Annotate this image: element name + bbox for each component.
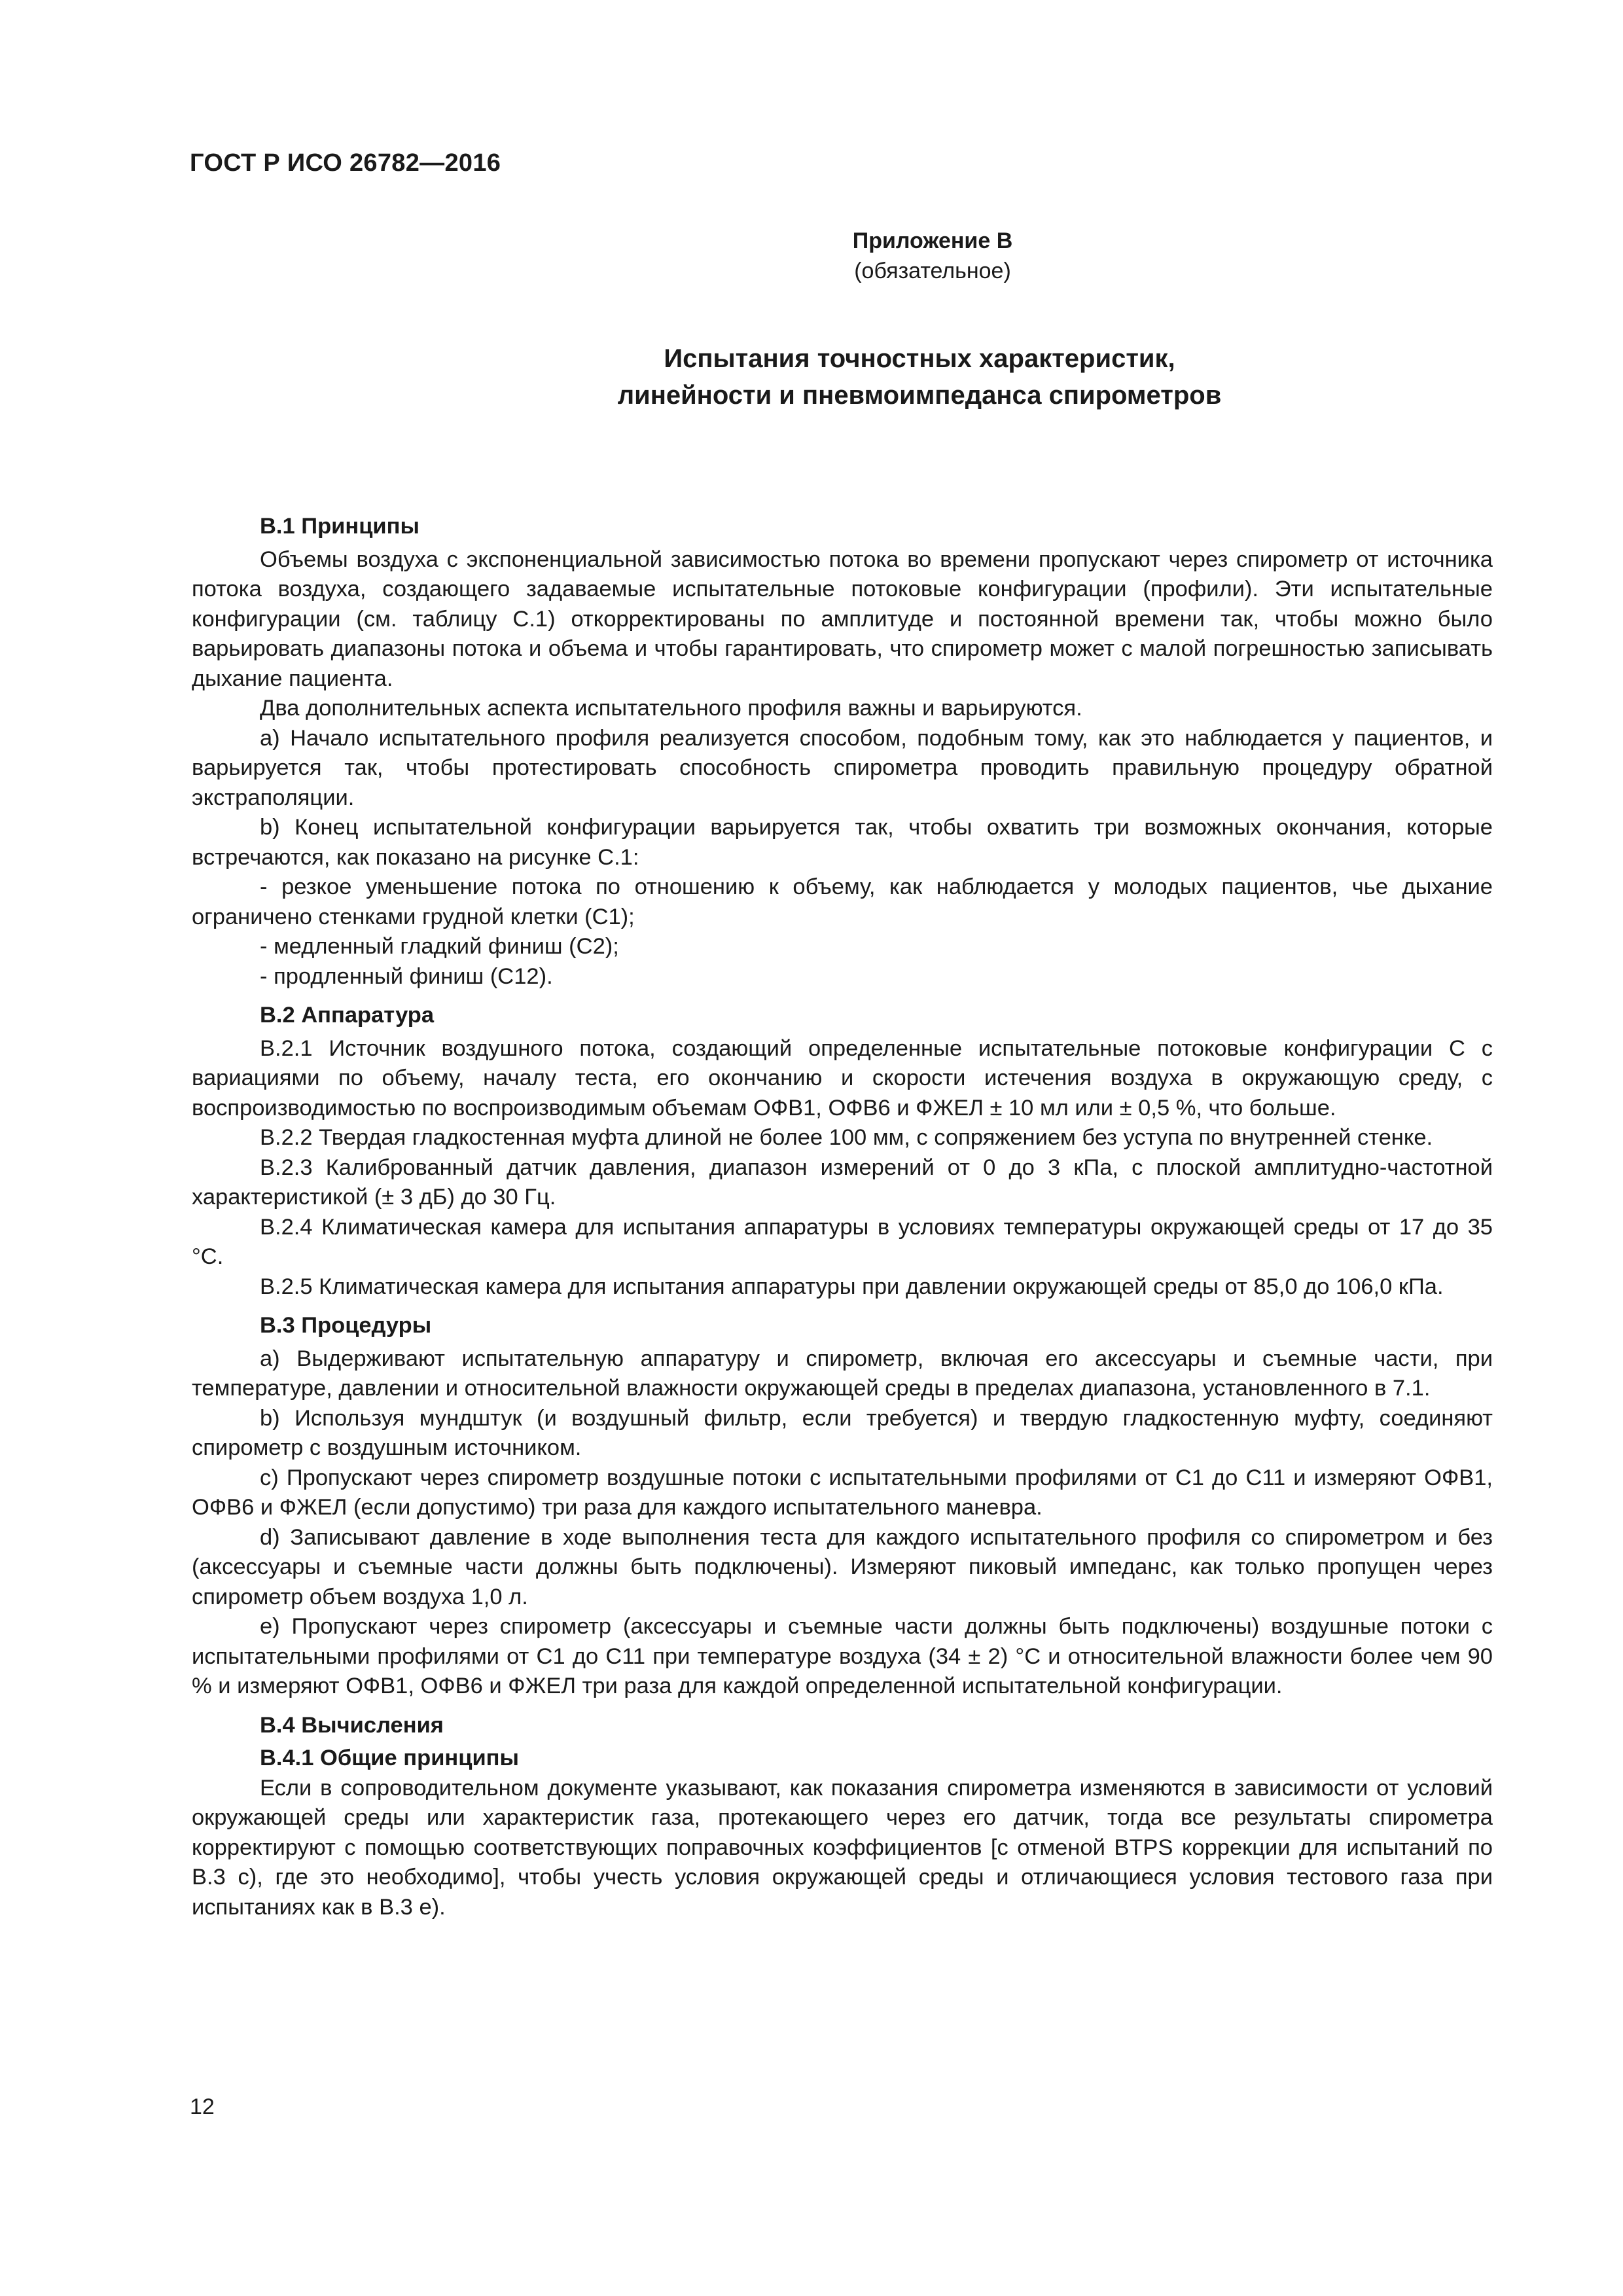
list-item: с) Пропускают через спирометр воздушные потоки с испытательными профилями от С1 до С11 и измеряют ОФВ1, ОФВ6 и ФЖЕЛ (если допустимо) три раза для каждого испытательного маневра. (192, 1465, 1493, 1520)
page-title-line-1: Испытания точностных характеристик, (664, 344, 1175, 373)
page-title (0, 340, 1623, 414)
dash-list-item: - продленный финиш (С12). (260, 963, 553, 989)
appendix-label: Приложение В (852, 228, 1013, 253)
paragraph: Два дополнительных аспекта испытательного профиля важны и варьируются. (260, 696, 1082, 721)
standard-code-header: ГОСТ Р ИСО 26782—2016 (190, 149, 501, 177)
appendix-status: (обязательное) (854, 259, 1011, 283)
page-title-line-2: линейности и пневмоимпеданса спирометров (617, 381, 1222, 410)
list-item: а) Выдерживают испытательную аппаратуру и спирометр, включая его аксессуары и съемные части, при температуре, давлении и относительной влажности окружающей среды в пределах диапазона, установленного в 7.1. (192, 1346, 1493, 1401)
paragraph: В.2.4 Климатическая камера для испытания аппаратуры в условиях температуры окружающей среды от 17 до 35 °С. (192, 1214, 1493, 1269)
list-item: d) Записывают давление в ходе выполнения теста для каждого испытательного профиля со спирометром и без (аксессуары и съемные части должны быть подключены). Измеряют пиковый импеданс, как только пропущен через спирометр объем воздуха 1,0 л. (192, 1524, 1493, 1609)
appendix-heading (0, 226, 1623, 286)
list-item: b) Конец испытательной конфигурации варьируется так, чтобы охватить три возможных окончания, которые встречаются, как показано на рисунке С.1: (192, 815, 1493, 870)
list-item: е) Пропускают через спирометр (аксессуары и съемные части должны быть подключены) воздушные потоки с испытательными профилями от С1 до С11 при температуре воздуха (34 ± 2) °С и относительной влажности более чем 90 % и измеряют ОФВ1, ОФВ6 и ФЖЕЛ три раза для каждой определенной испытательной конфигурации. (192, 1614, 1493, 1698)
section-heading-b3: В.3 Процедуры (260, 1313, 432, 1338)
dash-list-item: - медленный гладкий финиш (С2); (260, 934, 619, 959)
paragraph: В.2.5 Климатическая камера для испытания аппаратуры при давлении окружающей среды от 85,0 до 106,0 кПа. (260, 1274, 1444, 1299)
document-body (192, 512, 1493, 1922)
paragraph: Если в сопроводительном документе указывают, как показания спирометра изменяются в зависимости от условий окружающей среды или характеристик газа, протекающего через его датчик, тогда все результаты спирометра корректируют с помощью соответствующих поправочных коэффициентов [с отменой BTPS коррекции для испытаний по В.3 с), где это необходимо], чтобы учесть условия окружающей среды и отличающиеся условия тестового газа при испытаниях как в В.3 е). (192, 1775, 1493, 1920)
paragraph: В.2.3 Калиброванный датчик давления, диапазон измерений от 0 до 3 кПа, с плоской амплитудно-частотной характеристикой (± 3 дБ) до 30 Гц. (192, 1155, 1493, 1210)
paragraph: В.2.2 Твердая гладкостенная муфта длиной не более 100 мм, с сопряжением без уступа по внутренней стенке. (260, 1125, 1433, 1150)
subsection-heading-b4-1: В.4.1 Общие принципы (260, 1746, 519, 1770)
section-heading-b2: В.2 Аппаратура (260, 1003, 435, 1028)
paragraph: В.2.1 Источник воздушного потока, создающий определенные испытательные потоковые конфигурации С с вариациями по объему, началу теста, его окончанию и скорости истечения воздуха в окружающую среду, с воспроизводимостью по воспроизводимым объемам ОФВ1, ОФВ6 и ФЖЕЛ ± 10 мл или ± 0,5 %, что больше. (192, 1035, 1493, 1121)
list-item: b) Используя мундштук (и воздушный фильтр, если требуется) и твердую гладкостенную муфту, соединяют спирометр с воздушным источником. (192, 1405, 1493, 1460)
section-heading-b1: В.1 Принципы (260, 514, 419, 539)
paragraph: Объемы воздуха с экспоненциальной зависимостью потока во времени пропускают через спирометр от источника потока воздуха, создающего задаваемые испытательные потоковые конфигурации (профили). Эти испытательные конфигурации (см. таблицу С.1) откорректированы по амплитуде и постоянной времени так, чтобы можно было варьировать диапазоны потока и объема и чтобы гарантировать, что спирометр может с малой погрешностью записывать дыхание пациента. (192, 547, 1493, 691)
list-item: а) Начало испытательного профиля реализуется способом, подобным тому, как это наблюдается у пациентов, и варьируется так, чтобы протестировать способность спирометра проводить правильную процедуру обратной экстраполяции. (192, 725, 1493, 810)
dash-list-item: - резкое уменьшение потока по отношению к объему, как наблюдается у молодых пациентов, чье дыхание ограничено стенками грудной клетки (С1); (192, 874, 1493, 929)
page-number: 12 (190, 2094, 215, 2119)
section-heading-b4: В.4 Вычисления (260, 1712, 444, 1738)
